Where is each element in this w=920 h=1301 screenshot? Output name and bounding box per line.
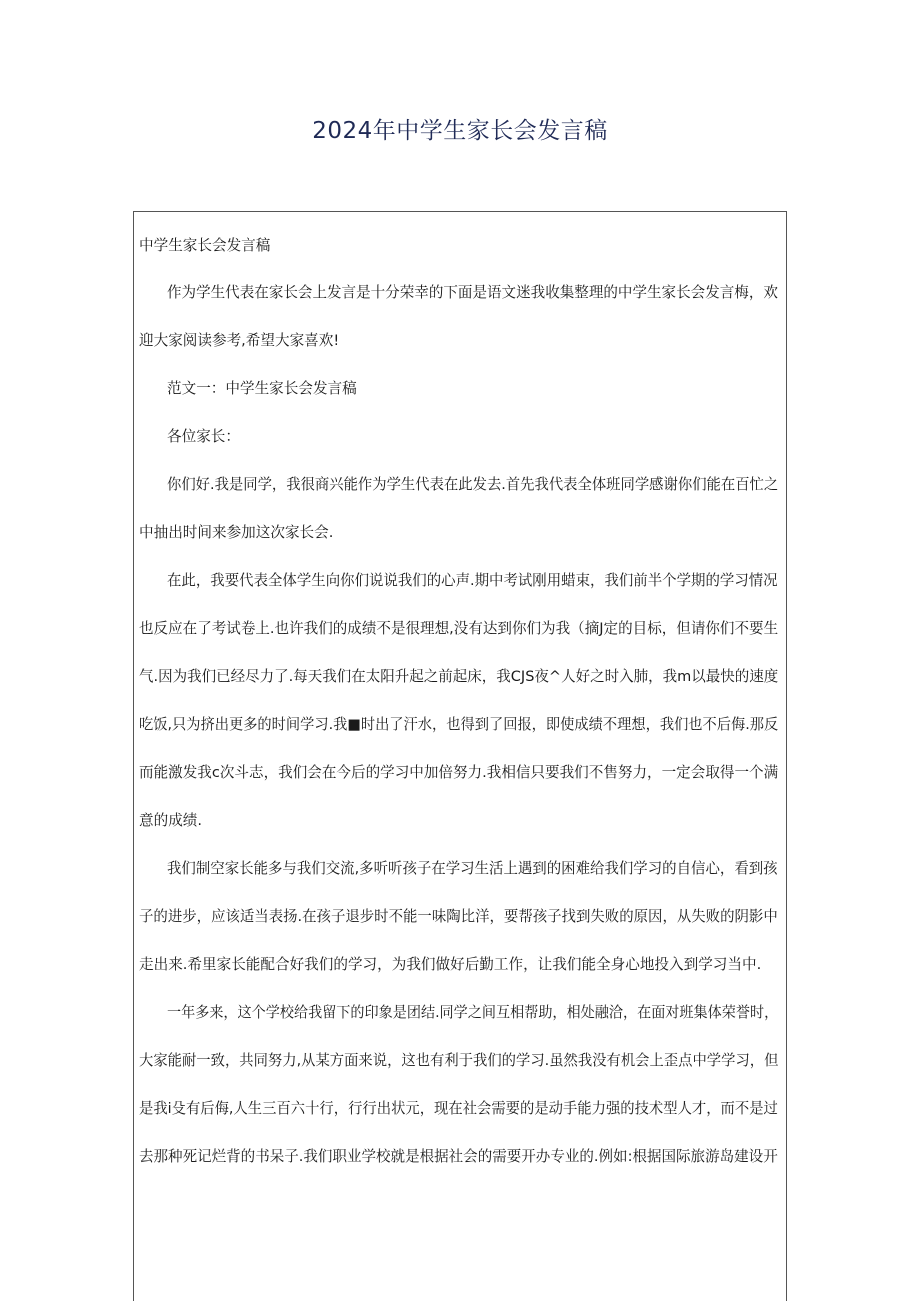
section-heading: 中学生家长会发言稿 xyxy=(139,237,271,254)
paragraph-line: 是我i殳有后侮,人生三百六十行，行行出状元，现在社会需要的是动手能力强的技术型人才，而不是过 xyxy=(139,1100,778,1117)
example-heading: 范文一：中学生家长会发言稿 xyxy=(167,380,357,397)
paragraph-line: 吃饭,只为挤出更多的时间学习.我■时出了汗水，也得到了回报，即使成绩不理想，我们也不后侮.那反 xyxy=(139,716,779,733)
paragraph-line: 你们好.我是同学，我很商兴能作为学生代表在此发去.首先我代表全体班同学感谢你们能在百忙之 xyxy=(167,476,779,493)
paragraph-line: 而能激发我c次斗志，我们会在今后的学习中加倍努力.我相信只要我们不售努力，一定会取得一个满 xyxy=(139,764,779,781)
paragraph-line: 在此，我要代表全体学生向你们说说我们的心声.期中考试刚用蜡束，我们前半个学期的学习情况 xyxy=(167,572,778,589)
paragraph-line: 意的成绩. xyxy=(139,812,203,829)
salutation: 各位家长： xyxy=(167,428,240,445)
intro-line-2: 迎大家阅读参考,希望大家喜欢! xyxy=(139,332,340,349)
paragraph-line: 气.因为我们已经尽力了.每天我们在太阳升起之前起床，我CJS夜^人好之时入肺，我m以最快的速度 xyxy=(139,668,779,685)
paragraph-line: 大家能耐一致，共同努力,从某方面来说，这也有利于我们的学习.虽然我没有机会上歪点中学学习，但 xyxy=(139,1052,779,1069)
intro-line-1: 作为学生代表在家长会上发言是十分荣幸的下面是语文迷我收集整理的中学生家长会发言梅，欢 xyxy=(167,284,778,301)
paragraph-line: 一年多来，这个学校给我留下的印象是团结.同学之间互相帮助，相处融洽，在面对班集体荣誉时， xyxy=(167,1004,779,1021)
paragraph-line: 子的进步，应该适当表扬.在孩子退步时不能一味陶比洋，要帮孩子找到失败的原因，从失败的阴影中 xyxy=(139,908,778,925)
paragraph-line: 我们制空家长能多与我们交流,多听听孩子在学习生活上遇到的困难给我们学习的自信心，看到孩 xyxy=(167,860,778,877)
paragraph-line: 中抽出时间来参加这次家长会. xyxy=(139,524,334,541)
document-title: 2024年中学生家长会发言稿 xyxy=(312,118,608,144)
paragraph-line: 也反应在了考试卷上.也许我们的成绩不是很理想,没有达到你们为我（摘J定的目标，但请你们不要生 xyxy=(139,620,779,637)
paragraph-line: 走出来.希里家长能配合好我们的学习，为我们做好后勤工作，让我们能全身心地投入到学习当中. xyxy=(139,956,762,973)
content-frame xyxy=(133,211,787,1301)
paragraph-line: 去那种死记烂背的书呆子.我们职业学校就是根据社会的需要开办专业的.例如:根据国际旅游岛建设开 xyxy=(139,1148,778,1165)
